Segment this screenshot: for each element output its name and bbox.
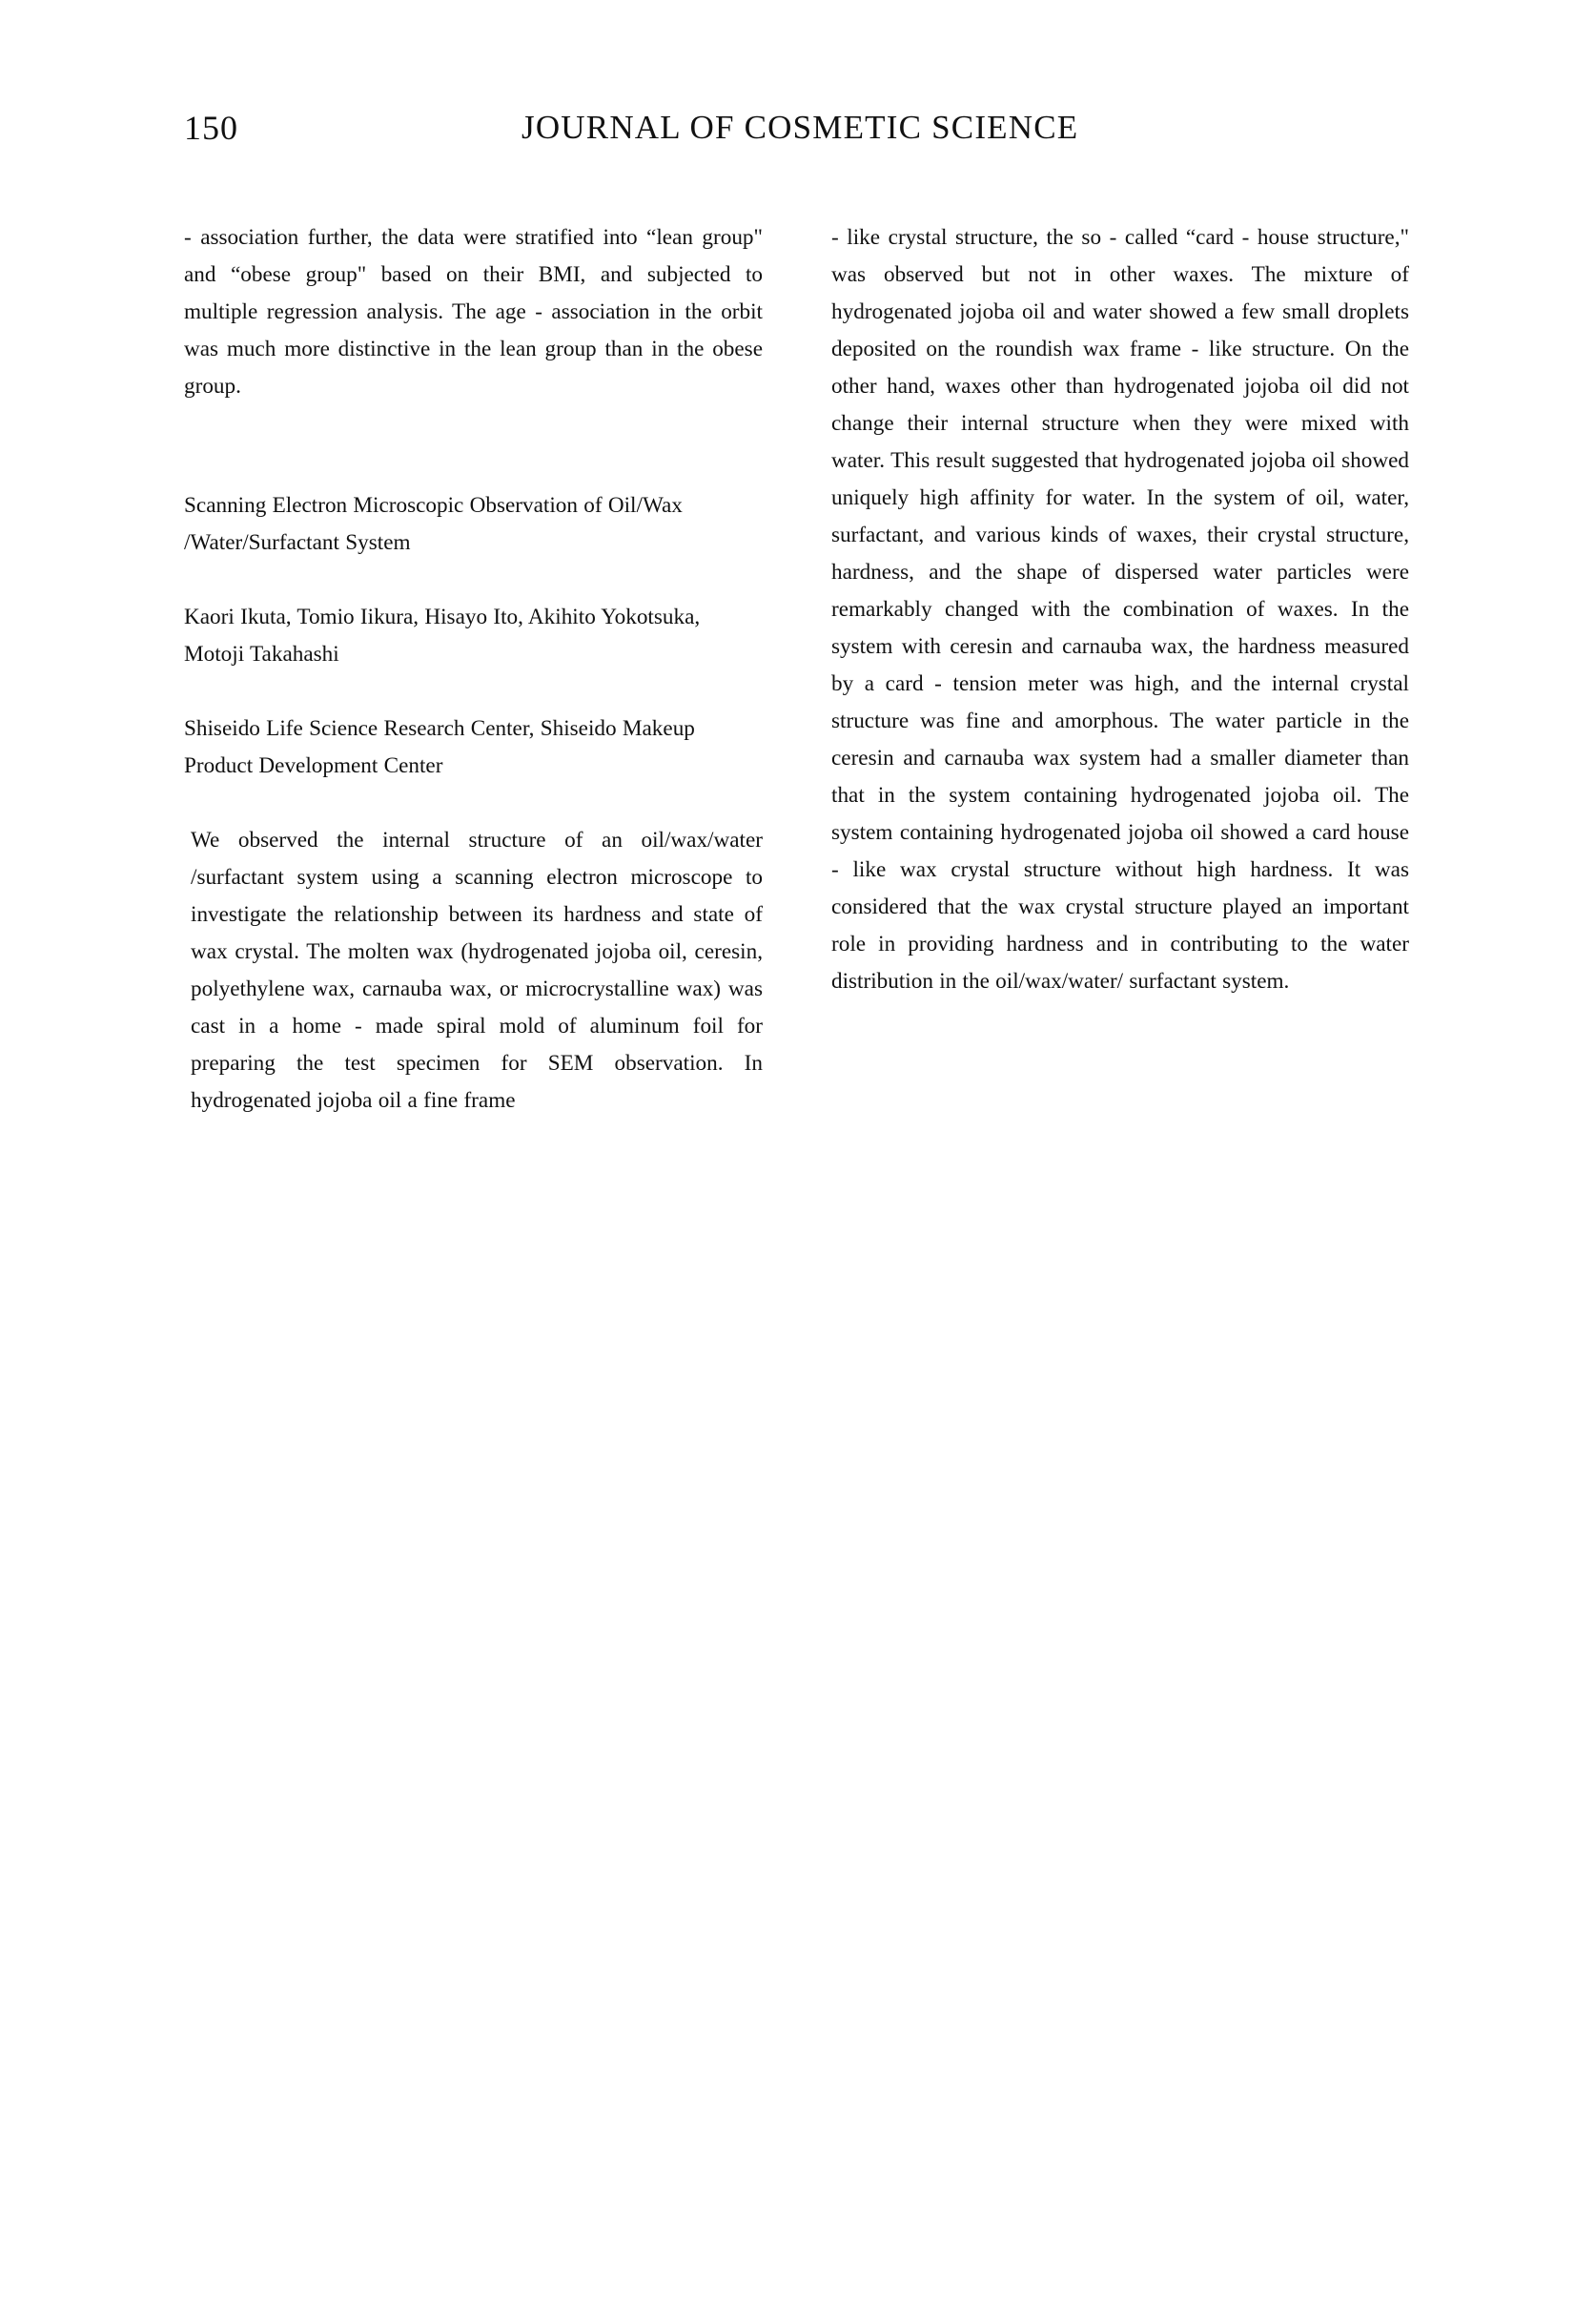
author-list: Kaori Ikuta, Tomio Iikura, Hisayo Ito, Akihito Yokotsuka, Motoji Takahashi (184, 605, 701, 667)
journal-title: JOURNAL OF COSMETIC SCIENCE (521, 109, 1079, 146)
page-number: 150 (184, 109, 238, 147)
affiliation: Shiseido Life Science Research Center, Shiseido Makeup Product Development Center (184, 716, 695, 778)
page-header (0, 107, 1595, 160)
abstract-continued: - like crystal structure, the so - called “card - house structure," was observed but not in other waxes. The mixture of hydrogenated jojoba oil and water showed a few small droplets deposited on the roundish wax frame - like structure. On the other hand, waxes other than hydrogenated jojoba oil did not change their internal structure when they were mixed with water. This result suggested that hydrogenated jojoba oil showed uniquely high affinity for water. In the system of oil, water, surfactant, and various kinds of waxes, their crystal structure, hardness, and the shape of dispersed water particles were remarkably changed with the combination of waxes. In the system with ceresin and carnauba wax, the hardness measured by a card - tension meter was high, and the internal crystal structure was fine and amorphous. The water particle in the ceresin and carnauba wax system had a smaller diameter than that in the system containing hydrogenated jojoba oil. The system containing hydrogenated jojoba oil showed a card house - like wax crystal structure without high hardness. It was considered that the wax crystal structure played an important role in providing hardness and in contributing to the water distribution in the oil/wax/water/ surfactant system. (831, 225, 1409, 994)
abstract-paragraph: We observed the internal structure of an oil/wax/water /surfactant system using a scanning electron microscope to investigate the relationship between its hardness and state of wax crystal. The molten wax (hydrogenated jojoba oil, ceresin, polyethylene wax, carnauba wax, or microcrystalline wax) was cast in a home - made spiral mold of aluminum foil for preparing the test specimen for SEM observation. In hydrogenated jojoba oil a fine frame (191, 828, 763, 1113)
article-title: Scanning Electron Microscopic Observation of Oil/Wax /Water/Surfactant System (184, 493, 683, 555)
left-column (184, 219, 763, 1120)
continued-paragraph: - association further, the data were stratified into “lean group" and “obese group" based on their BMI, and subjected to multiple regression analysis. The age - association in the orbit was much more distinctive in the lean group than in the obese group. (184, 225, 763, 399)
right-column (831, 219, 1409, 1000)
